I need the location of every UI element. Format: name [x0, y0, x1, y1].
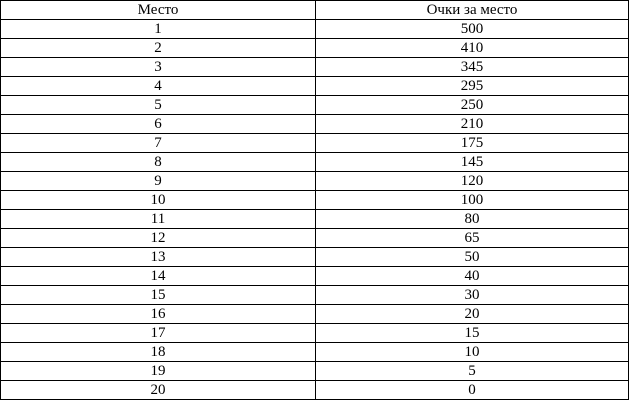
table-row	[1, 248, 629, 267]
table-row	[1, 96, 629, 115]
table-row	[1, 58, 629, 77]
place-cell: 15	[1, 286, 316, 305]
table-row	[1, 305, 629, 324]
place-cell: 14	[1, 267, 316, 286]
points-cell: 5	[316, 362, 629, 381]
table-row	[1, 77, 629, 96]
table-row	[1, 362, 629, 381]
points-cell: 100	[316, 191, 629, 210]
table-body	[1, 20, 629, 400]
place-cell: 18	[1, 343, 316, 362]
column-header-points: Очки за место	[316, 1, 629, 20]
table-row	[1, 324, 629, 343]
place-cell: 11	[1, 210, 316, 229]
table-row	[1, 39, 629, 58]
place-cell: 8	[1, 153, 316, 172]
points-cell: 0	[316, 381, 629, 400]
points-cell: 30	[316, 286, 629, 305]
points-cell: 80	[316, 210, 629, 229]
place-cell: 7	[1, 134, 316, 153]
header-row	[1, 1, 629, 20]
table-row	[1, 286, 629, 305]
column-header-place: Место	[1, 1, 316, 20]
points-cell: 500	[316, 20, 629, 39]
place-cell: 12	[1, 229, 316, 248]
place-cell: 16	[1, 305, 316, 324]
table-row	[1, 191, 629, 210]
points-cell: 410	[316, 39, 629, 58]
place-cell: 10	[1, 191, 316, 210]
table-header	[1, 1, 629, 20]
table-row	[1, 134, 629, 153]
table-row	[1, 267, 629, 286]
points-cell: 120	[316, 172, 629, 191]
points-cell: 145	[316, 153, 629, 172]
place-cell: 19	[1, 362, 316, 381]
place-cell: 17	[1, 324, 316, 343]
table-row	[1, 20, 629, 39]
points-cell: 20	[316, 305, 629, 324]
table-row	[1, 229, 629, 248]
table-row	[1, 381, 629, 400]
table-row	[1, 153, 629, 172]
points-cell: 250	[316, 96, 629, 115]
points-cell: 175	[316, 134, 629, 153]
place-cell: 2	[1, 39, 316, 58]
place-cell: 4	[1, 77, 316, 96]
table-row	[1, 115, 629, 134]
points-cell: 50	[316, 248, 629, 267]
points-cell: 345	[316, 58, 629, 77]
points-cell: 40	[316, 267, 629, 286]
table-row	[1, 343, 629, 362]
place-cell: 3	[1, 58, 316, 77]
place-cell: 9	[1, 172, 316, 191]
points-cell: 10	[316, 343, 629, 362]
table-row	[1, 172, 629, 191]
place-cell: 1	[1, 20, 316, 39]
place-cell: 13	[1, 248, 316, 267]
points-cell: 210	[316, 115, 629, 134]
place-cell: 20	[1, 381, 316, 400]
points-cell: 15	[316, 324, 629, 343]
place-cell: 5	[1, 96, 316, 115]
place-cell: 6	[1, 115, 316, 134]
points-cell: 295	[316, 77, 629, 96]
table-row	[1, 210, 629, 229]
points-cell: 65	[316, 229, 629, 248]
